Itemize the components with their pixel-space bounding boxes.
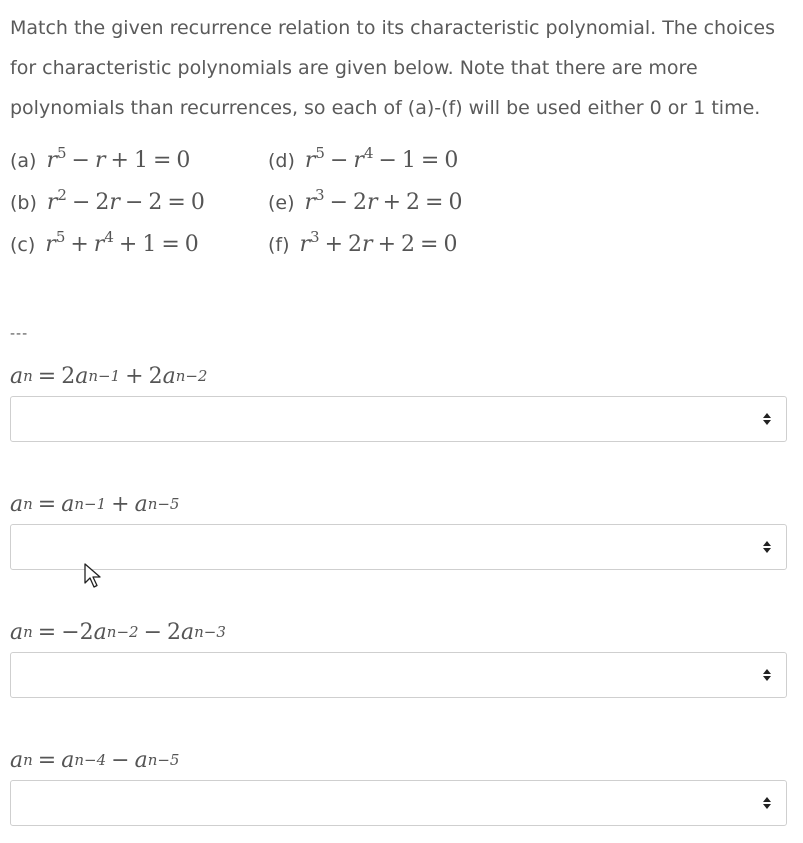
question-3 <box>10 612 787 698</box>
question-4 <box>10 740 787 826</box>
up-down-arrows-icon <box>762 412 772 426</box>
question-1 <box>10 356 787 442</box>
mouse-pointer-icon <box>84 563 102 589</box>
choice-polynomial: $r^2 - 2r - 2 = 0$ <box>46 186 205 215</box>
choice-e <box>268 186 463 230</box>
recurrence-equation: a n = 2 a n−1 + 2 a n−2 <box>10 363 208 389</box>
choice-polynomial: $r^5 - r + 1 = 0$ <box>46 144 191 173</box>
answer-select[interactable] <box>10 652 787 698</box>
choice-label: (f) <box>268 234 290 256</box>
choice-polynomial: $r^3 - 2r + 2 = 0$ <box>304 186 463 215</box>
choice-label: (b) <box>10 192 37 214</box>
choice-polynomial: $r^5 + r^4 + 1 = 0$ <box>45 228 199 257</box>
choice-label: (d) <box>268 150 295 172</box>
choice-f <box>268 228 458 272</box>
up-down-arrows-icon <box>762 540 772 554</box>
instructions-text: Match the given recurrence relation to its characteristic polynomial. The choices for characteristic polynomials are given below. Note that there are more polynomials than recurrences, so each of (a)-(f) will be used either 0 or 1 time. <box>10 17 776 119</box>
up-down-arrows-icon <box>762 668 772 682</box>
choice-c <box>10 228 199 272</box>
choice-label: (c) <box>10 234 36 256</box>
choice-label: (e) <box>268 192 295 214</box>
choice-d <box>268 144 459 188</box>
answer-select[interactable] <box>10 780 787 826</box>
recurrence-equation: a n = −2 a n−2 − 2 a n−3 <box>10 619 226 645</box>
answer-select[interactable] <box>10 396 787 442</box>
up-down-arrows-icon <box>762 796 772 810</box>
separator: --- <box>10 326 29 342</box>
recurrence-equation: a n = a n−1 + a n−5 <box>10 491 180 517</box>
choice-b <box>10 186 205 230</box>
choice-label: (a) <box>10 150 37 172</box>
answer-select[interactable] <box>10 524 787 570</box>
choice-polynomial: $r^5 - r^4 - 1 = 0$ <box>304 144 459 173</box>
recurrence-equation: a n = a n−4 − a n−5 <box>10 747 180 773</box>
question-2 <box>10 484 787 570</box>
choice-polynomial: $r^3 + 2r + 2 = 0$ <box>299 228 458 257</box>
choice-a <box>10 144 191 188</box>
